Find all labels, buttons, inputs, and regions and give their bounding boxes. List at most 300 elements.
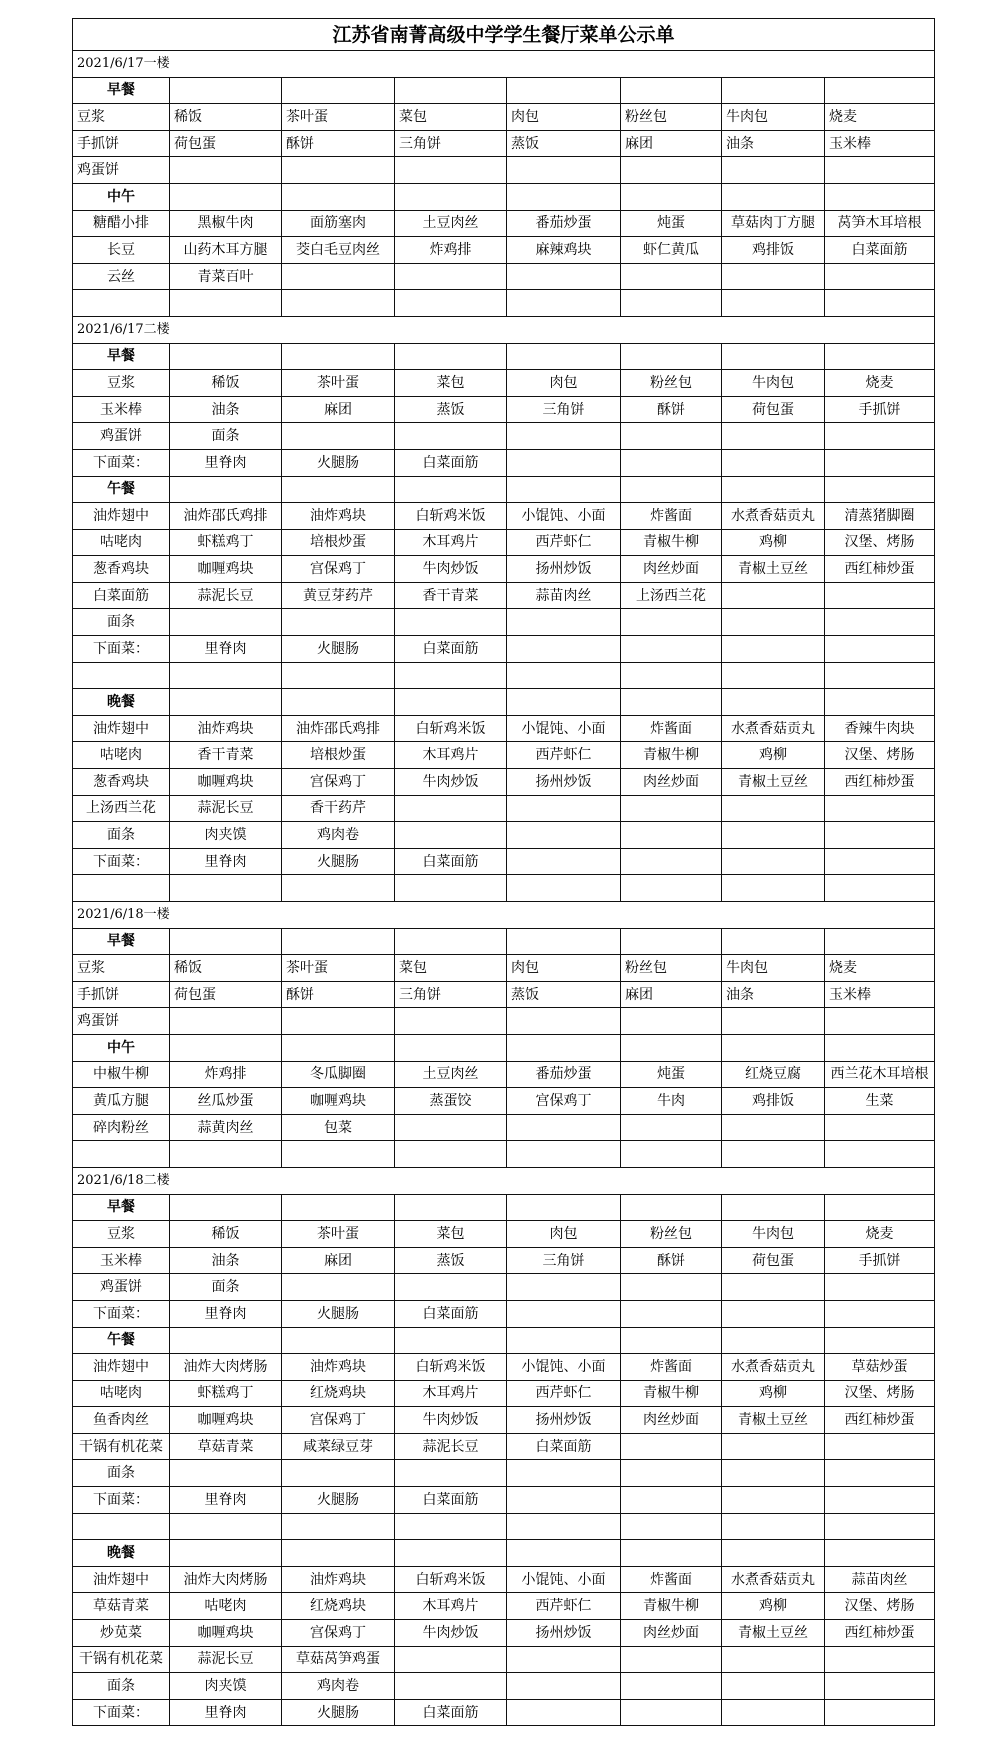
menu-item: 下面菜： <box>73 848 170 875</box>
empty-cell <box>825 449 935 476</box>
empty-cell <box>282 1460 395 1487</box>
menu-item: 白斩鸡米饭 <box>395 1566 507 1593</box>
menu-item: 咖喱鸡块 <box>170 1620 282 1647</box>
menu-item: 碎肉粉丝 <box>73 1114 170 1141</box>
empty-cell <box>282 1034 395 1061</box>
empty-cell <box>722 290 825 317</box>
menu-item: 粉丝包 <box>621 955 722 982</box>
empty-cell <box>621 1646 722 1673</box>
menu-item: 烧麦 <box>825 104 935 131</box>
empty-cell <box>825 1487 935 1514</box>
menu-item: 麻团 <box>282 396 395 423</box>
menu-item: 火腿肠 <box>282 1699 395 1726</box>
menu-row <box>73 1380 935 1407</box>
menu-row <box>73 370 935 397</box>
menu-item: 肉丝炒面 <box>621 769 722 796</box>
empty-cell <box>722 848 825 875</box>
menu-item: 菜包 <box>395 104 507 131</box>
menu-item: 上汤西兰花 <box>73 795 170 822</box>
menu-item: 木耳鸡片 <box>395 1380 507 1407</box>
empty-cell <box>825 1034 935 1061</box>
menu-item: 扬州炒饭 <box>507 1620 621 1647</box>
menu-item: 火腿肠 <box>282 449 395 476</box>
menu-sheet <box>72 18 934 1726</box>
empty-cell <box>825 77 935 104</box>
empty-cell <box>507 928 621 955</box>
empty-cell <box>507 1699 621 1726</box>
menu-item: 肉丝炒面 <box>621 1620 722 1647</box>
menu-item: 鸡蛋饼 <box>73 423 170 450</box>
menu-item: 蒜黄肉丝 <box>170 1114 282 1141</box>
menu-item: 葱香鸡块 <box>73 556 170 583</box>
empty-cell <box>395 928 507 955</box>
empty-cell <box>722 875 825 902</box>
empty-cell <box>507 1646 621 1673</box>
menu-row <box>73 1354 935 1381</box>
menu-item: 汉堡、烤肠 <box>825 742 935 769</box>
empty-cell <box>395 662 507 689</box>
empty-cell <box>825 1300 935 1327</box>
menu-item: 炖蛋 <box>621 1061 722 1088</box>
menu-row <box>73 955 935 982</box>
menu-row <box>73 769 935 796</box>
empty-cell <box>507 1540 621 1567</box>
empty-cell <box>722 609 825 636</box>
empty-cell <box>170 875 282 902</box>
menu-item: 草菇肉丁方腿 <box>722 210 825 237</box>
menu-item: 小馄饨、小面 <box>507 1566 621 1593</box>
empty-cell <box>621 609 722 636</box>
menu-item: 下面菜： <box>73 636 170 663</box>
menu-item: 面筋塞肉 <box>282 210 395 237</box>
empty-cell <box>722 662 825 689</box>
empty-cell <box>395 1673 507 1700</box>
menu-row <box>73 848 935 875</box>
empty-cell <box>621 263 722 290</box>
empty-cell <box>621 1008 722 1035</box>
menu-row <box>73 1407 935 1434</box>
empty-cell <box>825 1699 935 1726</box>
empty-cell <box>621 449 722 476</box>
empty-cell <box>621 1114 722 1141</box>
empty-cell <box>722 928 825 955</box>
empty-cell <box>282 1194 395 1221</box>
menu-item: 莴笋木耳培根 <box>825 210 935 237</box>
menu-item: 粉丝包 <box>621 1221 722 1248</box>
menu-item: 烧麦 <box>825 955 935 982</box>
menu-row <box>73 1673 935 1700</box>
menu-item: 牛肉炒饭 <box>395 1407 507 1434</box>
empty-cell <box>507 875 621 902</box>
empty-cell <box>722 689 825 716</box>
meal-label: 午餐 <box>73 476 170 503</box>
menu-item: 玉米棒 <box>73 396 170 423</box>
menu-item: 牛肉包 <box>722 104 825 131</box>
empty-cell <box>395 157 507 184</box>
menu-item: 葱香鸡块 <box>73 769 170 796</box>
menu-item: 里脊肉 <box>170 848 282 875</box>
menu-row <box>73 449 935 476</box>
menu-row <box>73 636 935 663</box>
menu-item: 咖喱鸡块 <box>170 1407 282 1434</box>
menu-item: 青椒牛柳 <box>621 529 722 556</box>
menu-item: 干锅有机花菜 <box>73 1433 170 1460</box>
empty-cell <box>825 928 935 955</box>
empty-cell <box>170 1327 282 1354</box>
empty-cell <box>722 423 825 450</box>
empty-cell <box>170 1513 282 1540</box>
menu-item: 牛肉炒饭 <box>395 1620 507 1647</box>
empty-cell <box>395 1141 507 1168</box>
empty-cell <box>73 1513 170 1540</box>
empty-cell <box>507 1327 621 1354</box>
menu-item: 菜包 <box>395 370 507 397</box>
menu-item: 炒苋菜 <box>73 1620 170 1647</box>
empty-cell <box>170 77 282 104</box>
menu-row <box>73 263 935 290</box>
menu-item: 稀饭 <box>170 955 282 982</box>
menu-item: 油炸鸡块 <box>282 503 395 530</box>
menu-item: 红烧豆腐 <box>722 1061 825 1088</box>
menu-row <box>73 1699 935 1726</box>
menu-item: 蒸饭 <box>507 981 621 1008</box>
empty-cell <box>722 1460 825 1487</box>
empty-cell <box>722 1034 825 1061</box>
empty-cell <box>170 662 282 689</box>
empty-cell <box>722 1646 825 1673</box>
menu-item: 扬州炒饭 <box>507 556 621 583</box>
empty-cell <box>825 183 935 210</box>
menu-item: 豆浆 <box>73 955 170 982</box>
empty-cell <box>507 1673 621 1700</box>
menu-item: 白菜面筋 <box>507 1433 621 1460</box>
menu-item: 炸鸡排 <box>170 1061 282 1088</box>
empty-cell <box>621 1460 722 1487</box>
menu-item: 木耳鸡片 <box>395 1593 507 1620</box>
empty-cell <box>395 1460 507 1487</box>
empty-cell <box>507 1114 621 1141</box>
meal-header-row <box>73 1194 935 1221</box>
menu-item: 蒸饭 <box>395 1247 507 1274</box>
menu-item: 白斩鸡米饭 <box>395 715 507 742</box>
menu-item: 蒸蛋饺 <box>395 1088 507 1115</box>
menu-item: 鸡蛋饼 <box>73 157 170 184</box>
menu-item: 香干青菜 <box>170 742 282 769</box>
empty-cell <box>621 1327 722 1354</box>
menu-table <box>72 18 935 1726</box>
menu-row <box>73 1593 935 1620</box>
menu-item: 青椒牛柳 <box>621 1380 722 1407</box>
empty-cell <box>621 636 722 663</box>
menu-item: 油条 <box>170 396 282 423</box>
menu-item: 肉包 <box>507 104 621 131</box>
empty-cell <box>722 795 825 822</box>
empty-cell <box>621 1540 722 1567</box>
menu-item: 宫保鸡丁 <box>282 769 395 796</box>
empty-cell <box>722 1433 825 1460</box>
menu-item: 下面菜： <box>73 1300 170 1327</box>
empty-cell <box>282 1008 395 1035</box>
meal-header-row <box>73 1540 935 1567</box>
empty-cell <box>825 1274 935 1301</box>
empty-cell <box>395 1513 507 1540</box>
menu-item: 鸡肉卷 <box>282 1673 395 1700</box>
empty-cell <box>282 662 395 689</box>
menu-item: 生菜 <box>825 1088 935 1115</box>
empty-cell <box>825 1194 935 1221</box>
menu-item: 荷包蛋 <box>170 130 282 157</box>
empty-cell <box>507 1141 621 1168</box>
meal-header-row <box>73 183 935 210</box>
empty-cell <box>395 1327 507 1354</box>
empty-cell <box>825 609 935 636</box>
menu-item: 油炸鸡块 <box>282 1566 395 1593</box>
menu-row <box>73 423 935 450</box>
menu-item: 鸡排饭 <box>722 237 825 264</box>
empty-cell <box>170 1460 282 1487</box>
empty-cell <box>507 1460 621 1487</box>
meal-label: 早餐 <box>73 77 170 104</box>
menu-item: 牛肉包 <box>722 955 825 982</box>
menu-item: 宫保鸡丁 <box>507 1088 621 1115</box>
empty-cell <box>825 795 935 822</box>
empty-cell <box>621 928 722 955</box>
empty-cell <box>170 157 282 184</box>
date-row <box>73 1167 935 1194</box>
menu-item: 荷包蛋 <box>722 396 825 423</box>
menu-item: 酥饼 <box>621 396 722 423</box>
menu-item: 茶叶蛋 <box>282 370 395 397</box>
empty-cell <box>507 1034 621 1061</box>
menu-item: 西芹虾仁 <box>507 529 621 556</box>
empty-cell <box>507 689 621 716</box>
menu-item: 西红柿炒蛋 <box>825 1407 935 1434</box>
date-row <box>73 51 935 78</box>
empty-cell <box>507 1194 621 1221</box>
menu-item: 火腿肠 <box>282 1487 395 1514</box>
menu-row <box>73 1300 935 1327</box>
menu-item: 油炸翅中 <box>73 715 170 742</box>
menu-item: 茭白毛豆肉丝 <box>282 237 395 264</box>
menu-item: 宫保鸡丁 <box>282 1620 395 1647</box>
empty-cell <box>825 1646 935 1673</box>
menu-item: 宫保鸡丁 <box>282 1407 395 1434</box>
empty-cell <box>825 662 935 689</box>
empty-cell <box>507 290 621 317</box>
menu-item: 咕咾肉 <box>73 1380 170 1407</box>
menu-row <box>73 1221 935 1248</box>
menu-item: 水煮香菇贡丸 <box>722 1566 825 1593</box>
menu-row <box>73 1513 935 1540</box>
empty-cell <box>621 795 722 822</box>
empty-cell <box>507 795 621 822</box>
menu-item: 鱼香肉丝 <box>73 1407 170 1434</box>
menu-item: 麻团 <box>621 981 722 1008</box>
menu-item: 西红柿炒蛋 <box>825 556 935 583</box>
menu-row <box>73 1114 935 1141</box>
menu-item: 油条 <box>722 130 825 157</box>
meal-header-row <box>73 343 935 370</box>
menu-row <box>73 1274 935 1301</box>
empty-cell <box>825 875 935 902</box>
empty-cell <box>395 423 507 450</box>
menu-item: 长豆 <box>73 237 170 264</box>
menu-item: 西芹虾仁 <box>507 1380 621 1407</box>
empty-cell <box>507 77 621 104</box>
menu-item: 白菜面筋 <box>395 1699 507 1726</box>
menu-item: 里脊肉 <box>170 449 282 476</box>
empty-cell <box>825 1460 935 1487</box>
empty-cell <box>282 689 395 716</box>
menu-item: 青椒土豆丝 <box>722 1407 825 1434</box>
empty-cell <box>722 1540 825 1567</box>
empty-cell <box>507 1487 621 1514</box>
empty-cell <box>507 1513 621 1540</box>
menu-row <box>73 130 935 157</box>
empty-cell <box>73 662 170 689</box>
menu-row <box>73 662 935 689</box>
menu-item: 肉夹馍 <box>170 822 282 849</box>
menu-item: 木耳鸡片 <box>395 742 507 769</box>
empty-cell <box>621 423 722 450</box>
empty-cell <box>395 689 507 716</box>
empty-cell <box>722 1300 825 1327</box>
menu-item: 稀饭 <box>170 370 282 397</box>
empty-cell <box>621 1194 722 1221</box>
menu-item: 白菜面筋 <box>395 1487 507 1514</box>
menu-item: 鸡柳 <box>722 1380 825 1407</box>
title-row <box>73 19 935 51</box>
menu-item: 西红柿炒蛋 <box>825 1620 935 1647</box>
empty-cell <box>170 689 282 716</box>
menu-item: 草菇青菜 <box>170 1433 282 1460</box>
empty-cell <box>395 1540 507 1567</box>
empty-cell <box>395 822 507 849</box>
menu-item: 肉丝炒面 <box>621 1407 722 1434</box>
menu-item: 咸菜绿豆芽 <box>282 1433 395 1460</box>
menu-item: 西红柿炒蛋 <box>825 769 935 796</box>
menu-item: 茶叶蛋 <box>282 104 395 131</box>
menu-item: 牛肉炒饭 <box>395 769 507 796</box>
menu-item: 汉堡、烤肠 <box>825 1593 935 1620</box>
empty-cell <box>395 290 507 317</box>
empty-cell <box>395 1114 507 1141</box>
empty-cell <box>722 1327 825 1354</box>
empty-cell <box>170 343 282 370</box>
menu-item: 土豆肉丝 <box>395 1061 507 1088</box>
menu-item: 荷包蛋 <box>722 1247 825 1274</box>
empty-cell <box>507 423 621 450</box>
menu-item: 面条 <box>73 1460 170 1487</box>
menu-item: 油炸大肉烤肠 <box>170 1354 282 1381</box>
menu-item: 宫保鸡丁 <box>282 556 395 583</box>
menu-item: 炸酱面 <box>621 1566 722 1593</box>
menu-item: 青椒土豆丝 <box>722 769 825 796</box>
empty-cell <box>722 1141 825 1168</box>
empty-cell <box>395 875 507 902</box>
menu-item: 丝瓜炒蛋 <box>170 1088 282 1115</box>
menu-item: 水煮香菇贡丸 <box>722 503 825 530</box>
empty-cell <box>395 263 507 290</box>
menu-item: 蒜泥长豆 <box>170 582 282 609</box>
menu-row <box>73 981 935 1008</box>
empty-cell <box>170 290 282 317</box>
empty-cell <box>621 1487 722 1514</box>
menu-item: 三角饼 <box>507 1247 621 1274</box>
menu-row <box>73 1247 935 1274</box>
empty-cell <box>395 343 507 370</box>
empty-cell <box>722 77 825 104</box>
menu-item: 炸酱面 <box>621 715 722 742</box>
section-date: 2021/6/17一楼 <box>73 51 935 78</box>
menu-item: 西兰花木耳培根 <box>825 1061 935 1088</box>
empty-cell <box>621 1274 722 1301</box>
menu-item: 汉堡、烤肠 <box>825 1380 935 1407</box>
empty-cell <box>282 928 395 955</box>
menu-row <box>73 1433 935 1460</box>
menu-item: 烧麦 <box>825 370 935 397</box>
empty-cell <box>722 1194 825 1221</box>
menu-item: 炸鸡排 <box>395 237 507 264</box>
menu-item: 豆浆 <box>73 1221 170 1248</box>
menu-row <box>73 582 935 609</box>
menu-row <box>73 1460 935 1487</box>
empty-cell <box>282 1540 395 1567</box>
empty-cell <box>282 476 395 503</box>
menu-item: 鸡肉卷 <box>282 822 395 849</box>
empty-cell <box>507 1008 621 1035</box>
menu-row <box>73 1141 935 1168</box>
empty-cell <box>722 1274 825 1301</box>
menu-item: 菜包 <box>395 955 507 982</box>
menu-item: 里脊肉 <box>170 1487 282 1514</box>
menu-item: 茶叶蛋 <box>282 1221 395 1248</box>
menu-item: 汉堡、烤肠 <box>825 529 935 556</box>
meal-label: 早餐 <box>73 1194 170 1221</box>
menu-row <box>73 396 935 423</box>
menu-item: 香干药芹 <box>282 795 395 822</box>
menu-item: 粉丝包 <box>621 370 722 397</box>
menu-item: 肉包 <box>507 370 621 397</box>
section-date: 2021/6/18一楼 <box>73 902 935 929</box>
meal-label: 晚餐 <box>73 1540 170 1567</box>
empty-cell <box>282 1141 395 1168</box>
empty-cell <box>722 1114 825 1141</box>
menu-item: 上汤西兰花 <box>621 582 722 609</box>
menu-item: 蒜苗肉丝 <box>507 582 621 609</box>
menu-item: 西芹虾仁 <box>507 742 621 769</box>
menu-row <box>73 1487 935 1514</box>
menu-row <box>73 1620 935 1647</box>
empty-cell <box>825 423 935 450</box>
menu-item: 蒜泥长豆 <box>170 1646 282 1673</box>
menu-item: 蒜泥长豆 <box>170 795 282 822</box>
empty-cell <box>507 449 621 476</box>
meal-header-row <box>73 689 935 716</box>
menu-item: 土豆肉丝 <box>395 210 507 237</box>
menu-item: 水煮香菇贡丸 <box>722 715 825 742</box>
empty-cell <box>722 1699 825 1726</box>
empty-cell <box>621 662 722 689</box>
menu-item: 小馄饨、小面 <box>507 1354 621 1381</box>
menu-item: 干锅有机花菜 <box>73 1646 170 1673</box>
menu-item: 火腿肠 <box>282 636 395 663</box>
menu-item: 酥饼 <box>621 1247 722 1274</box>
empty-cell <box>395 476 507 503</box>
menu-item: 里脊肉 <box>170 1300 282 1327</box>
menu-row <box>73 290 935 317</box>
menu-row <box>73 1088 935 1115</box>
